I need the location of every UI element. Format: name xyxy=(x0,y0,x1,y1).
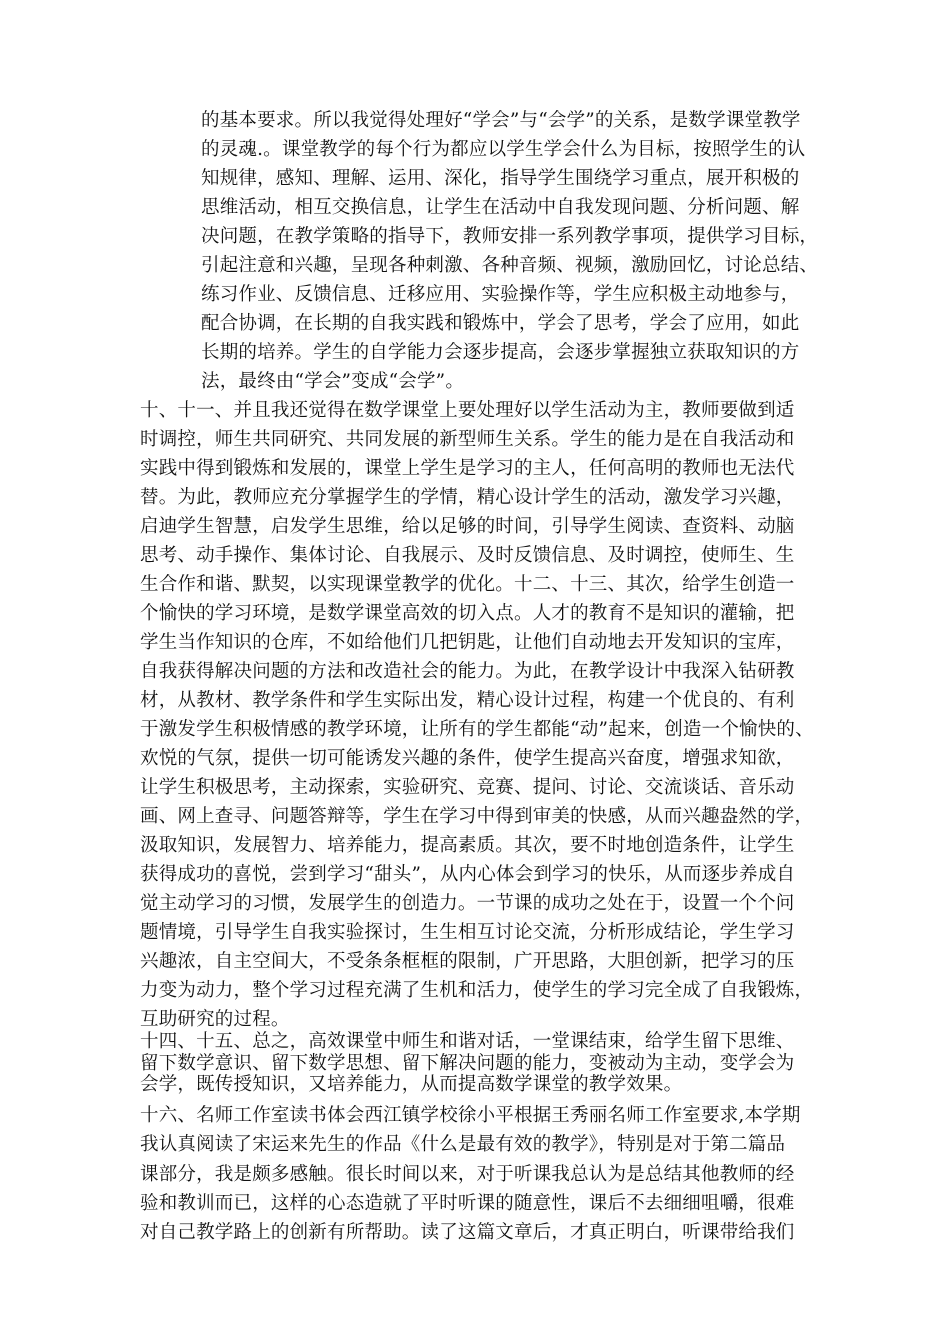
text-line: 自我获得解决问题的方法和改造社会的能力。为此，在教学设计中我深入钻研教 xyxy=(140,661,795,682)
text-line: 验和教训而已，这样的心态造就了平时听课的随意性，课后不去细细咀嚼，很难 xyxy=(140,1192,795,1214)
text-line: 题情境，引导学生自我实验探讨，生生相互讨论交流，分析形成结论，学生学习 xyxy=(140,922,795,943)
main-paragraph xyxy=(140,396,814,1034)
text-line: 对自己教学路上的创新有所帮助。读了这篇文章后，才真正明白，听课带给我们 xyxy=(140,1222,795,1244)
text-line: 材，从教材、教学条件和学生实际出发，精心设计过程，构建一个优良的、有利 xyxy=(140,690,795,711)
text-line: 汲取知识，发展智力、培养能力，提高素质。其次，要不时地创造条件，让学生 xyxy=(140,835,795,856)
text-line: 兴趣浓，自主空间大，不受条条框框的限制，广开思路，大胆创新，把学习的压 xyxy=(140,951,795,972)
text-line: 长期的培养。学生的自学能力会逐步提高，会逐步掌握独立获取知识的方 xyxy=(201,342,800,363)
text-line: 练习作业、反馈信息、迁移应用、实验操作等，学生应积极主动地参与， xyxy=(201,284,800,305)
text-line: 启迪学生智慧，启发学生思维，给以足够的时间，引导学生阅读、查资料、动脑 xyxy=(140,516,795,537)
text-line: 思维活动，相互交换信息，让学生在活动中自我发现问题、分析问题、解 xyxy=(201,197,800,218)
summary-paragraph xyxy=(140,1031,795,1096)
indented-paragraph xyxy=(201,106,818,396)
text-line: 让学生积极思考，主动探索，实验研究、竞赛、提问、讨论、交流谈话、音乐动 xyxy=(140,777,795,798)
text-line: 实践中得到锻炼和发展的，课堂上学生是学习的主人，任何高明的教师也无法代 xyxy=(140,458,795,479)
text-line: 学生当作知识的仓库，不如给他们几把钥匙，让他们自动地去开发知识的宝库， xyxy=(140,632,795,653)
text-line: 互助研究的过程。 xyxy=(140,1009,290,1030)
text-line: 于激发学生积极情感的教学环境，让所有的学生都能“动”起来，创造一个愉快的、 xyxy=(140,719,814,740)
text-line: 知规律，感知、理解、运用、深化，指导学生围绕学习重点，展开积极的 xyxy=(201,168,800,189)
text-line: 引起注意和兴趣，呈现各种刺激、各种音频、视频，激励回忆，讨论总结、 xyxy=(201,255,819,276)
text-line: 时调控，师生共同研究、共同发展的新型师生关系。学生的能力是在自我活动和 xyxy=(140,429,795,450)
text-line: 的基本要求。所以我觉得处理好“学会”与“会学”的关系，是数学课堂教学 xyxy=(201,110,801,131)
text-line: 思考、动手操作、集体讨论、自我展示、及时反馈信息、及时调控，使师生、生 xyxy=(140,545,795,566)
text-line: 课部分，我是颇多感触。很长时间以来，对于听课我总认为是总结其他教师的经 xyxy=(140,1163,795,1185)
text-line: 替。为此，教师应充分掌握学生的学情，精心设计学生的活动，激发学习兴趣， xyxy=(140,487,795,508)
text-line: 十六、名师工作室读书体会西江镇学校徐小平根据王秀丽名师工作室要求,本学期 xyxy=(140,1105,801,1126)
text-line: 获得成功的喜悦，尝到学习“甜头”，从内心体会到学习的快乐，从而逐步养成自 xyxy=(140,864,796,885)
text-line: 会学，既传授知识，又培养能力，从而提高数学课堂的教学效果。 xyxy=(140,1074,683,1095)
text-line: 画、网上查寻、问题答辩等，学生在学习中得到审美的快感，从而兴趣盎然的学， xyxy=(140,806,814,827)
text-line: 十四、十五、总之，高效课堂中师生和谐对话，一堂课结束，给学生留下思维、 xyxy=(140,1031,795,1052)
text-line: 我认真阅读了宋运来先生的作品《什么是最有效的教学》，特别是对于第二篇品 xyxy=(140,1134,786,1156)
text-line: 欢悦的气氛，提供一切可能诱发兴趣的条件，使学生提高兴奋度，增强求知欲， xyxy=(140,748,795,769)
text-line: 力变为动力，整个学习过程充满了生机和活力，使学生的学习完全成了自我锻炼， xyxy=(140,980,814,1001)
text-line: 的灵魂.。课堂教学的每个行为都应以学生学会什么为目标，按照学生的认 xyxy=(201,139,806,160)
text-line: 法，最终由“学会”变成“会学”。 xyxy=(201,371,465,392)
text-line: 个愉快的学习环境，是数学课堂高效的切入点。人才的教育不是知识的灌输，把 xyxy=(140,603,795,624)
text-line: 配合协调，在长期的自我实践和锻炼中，学会了思考，学会了应用，如此 xyxy=(201,313,800,334)
text-line: 十、十一、并且我还觉得在数学课堂上要处理好以学生活动为主，教师要做到适 xyxy=(140,400,795,421)
text-line: 决问题，在教学策略的指导下，教师安排一系列教学事项，提供学习目标， xyxy=(201,226,819,247)
text-line: 觉主动学习的习惯，发展学生的创造力。一节课的成功之处在于，设置一个个问 xyxy=(140,893,795,914)
reading-notes-paragraph xyxy=(140,1101,801,1247)
text-line: 留下数学意识、留下数学思想、留下解决问题的能力，变被动为主动，变学会为 xyxy=(140,1052,795,1074)
text-line: 生合作和谐、默契，以实现课堂教学的优化。十二、十三、其次，给学生创造一 xyxy=(140,574,795,595)
